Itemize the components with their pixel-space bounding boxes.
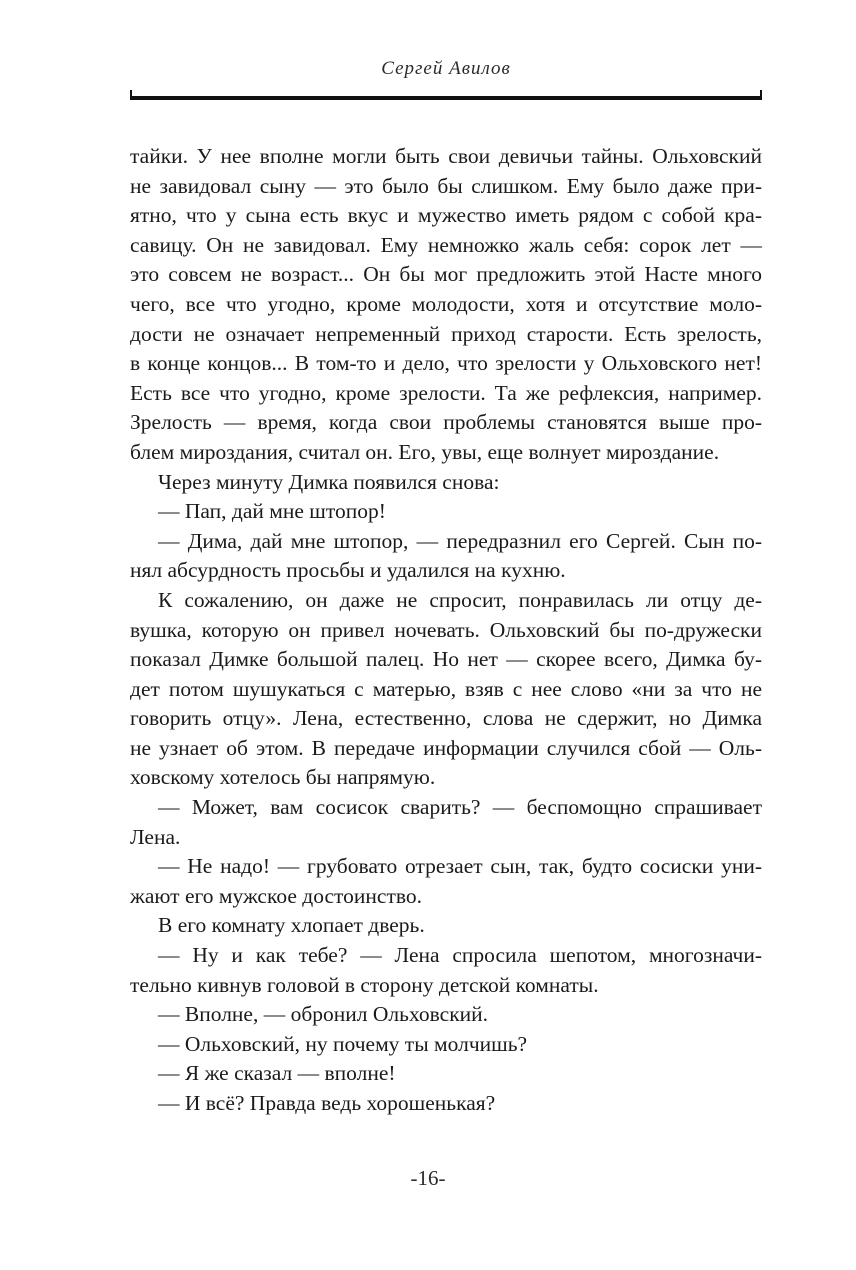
text-line: — Дима, дай мне штопор, — передразнил его Сергей. Сын по- [158,528,762,553]
text-line: Через минуту Димка появился снова: [158,469,500,494]
text-line: в конце концов... В том-то и дело, что зрелости у Ольховского нет! [130,351,762,376]
text-line: не завидовал сыну — это было бы слишком. Ему было даже при- [130,173,762,198]
text-line: нял абсурдность просьбы и удалился на кухню. [130,558,566,583]
text-line: — И всё? Правда ведь хорошенькая? [158,1091,496,1115]
text-line: Есть все что угодно, кроме зрелости. Та же рефлексия, например. [130,380,762,405]
text-line: К сожалению, он даже не спросит, понравилась ли отцу де- [158,587,762,612]
text-line: жают его мужское достоинство. [130,883,422,908]
text-line: — Ольховский, ну почему ты молчишь? [158,1031,528,1056]
text-line: — Вполне, — обронил Ольховский. [158,1002,489,1027]
text-line: это совсем не возраст... Он бы мог предложить этой Насте много [130,262,762,287]
text-line: тельно кивнув головой в сторону детской комнаты. [130,972,599,997]
page-number: -16- [410,1166,446,1190]
text-line: говорить отцу». Лена, естественно, слова не сдержит, но Димка [130,706,762,731]
text-line: — Я же сказал — вполне! [158,1061,396,1086]
text-line: дет потом шушукаться с матерью, взяв с нее слово «ни за что не [130,676,762,701]
text-line: ховскому хотелось бы напрямую. [130,765,436,790]
text-line: не узнает об этом. В передаче информации случился сбой — Оль- [130,735,762,760]
text-line: савицу. Он не завидовал. Ему немножко жаль себя: сорок лет — [130,232,762,257]
body-text [130,142,762,1119]
header-rule [130,96,762,100]
text-line: дости не означает непременный приход старости. Есть зрелость, [130,321,762,346]
text-line: показал Димке большой палец. Но нет — скорее всего, Димка бу- [130,647,762,672]
text-line: Зрелость — время, когда свои проблемы становятся выше про- [130,410,762,435]
text-line: — Пап, дай мне штопор! [158,499,386,524]
text-line: Лена. [130,824,181,849]
text-line: тайки. У нее вполне могли быть свои девичьи тайны. Ольховский [130,144,762,168]
text-line: — Может, вам сосисок сварить? — беспомощно спрашивает [158,795,762,820]
text-line: В его комнату хлопает дверь. [158,913,425,938]
text-line: чего, все что угодно, кроме молодости, хотя и отсутствие моло- [130,291,762,316]
text-line: — Не надо! — грубовато отрезает сын, так, будто сосиски уни- [158,854,762,879]
text-line: ятно, что у сына есть вкус и мужество иметь рядом с собой кра- [130,203,762,228]
text-line: блем мироздания, считал он. Его, увы, еще волнует мироздание. [130,439,720,464]
text-line: — Ну и как тебе? — Лена спросила шепотом, многозначи- [158,943,762,968]
running-header: Сергей Авилов [381,58,511,79]
text-line: вушка, которую он привел ночевать. Ольховский бы по-дружески [130,617,762,642]
